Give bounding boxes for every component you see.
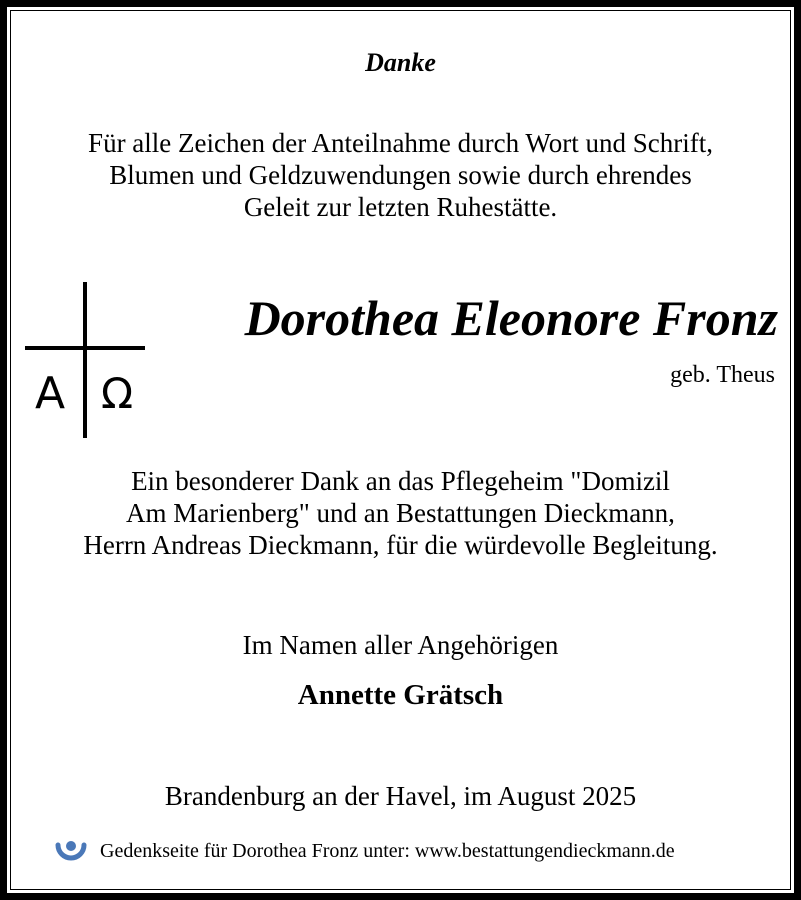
- maiden-name: geb. Theus: [670, 362, 775, 388]
- memorial-logo-icon: [52, 833, 90, 869]
- deceased-name: Dorothea Eleonore Fronz: [244, 290, 778, 346]
- thanks-line: Herrn Andreas Dieckmann, für die würdevolle Begleitung.: [83, 530, 718, 560]
- intro-line: Blumen und Geldzuwendungen sowie durch ehrendes: [109, 160, 692, 190]
- intro-line: Für alle Zeichen der Anteilnahme durch Wort und Schrift,: [88, 128, 713, 158]
- thanks-line: Ein besonderer Dank an das Pflegeheim "Domizil: [131, 466, 670, 496]
- omega-glyph: Ω: [100, 369, 134, 418]
- place-date: Brandenburg an der Havel, im August 2025: [164, 781, 637, 811]
- closing-line: Im Namen aller Angehörigen: [242, 630, 559, 660]
- footer-text[interactable]: Gedenkseite für Dorothea Fronz unter: www.bestattungendieckmann.de: [100, 839, 675, 862]
- signer-name: Annette Grätsch: [297, 679, 504, 711]
- alpha-glyph: A: [34, 368, 66, 419]
- intro-paragraph: [0, 127, 801, 223]
- footer: [52, 833, 772, 869]
- cross-alpha-omega-icon: [25, 280, 145, 440]
- intro-line: Geleit zur letzten Ruhestätte.: [243, 192, 558, 222]
- thanks-paragraph: [0, 465, 801, 561]
- heading-thanks: Danke: [365, 48, 436, 77]
- thanks-line: Am Marienberg" und an Bestattungen Dieckmann,: [126, 498, 675, 528]
